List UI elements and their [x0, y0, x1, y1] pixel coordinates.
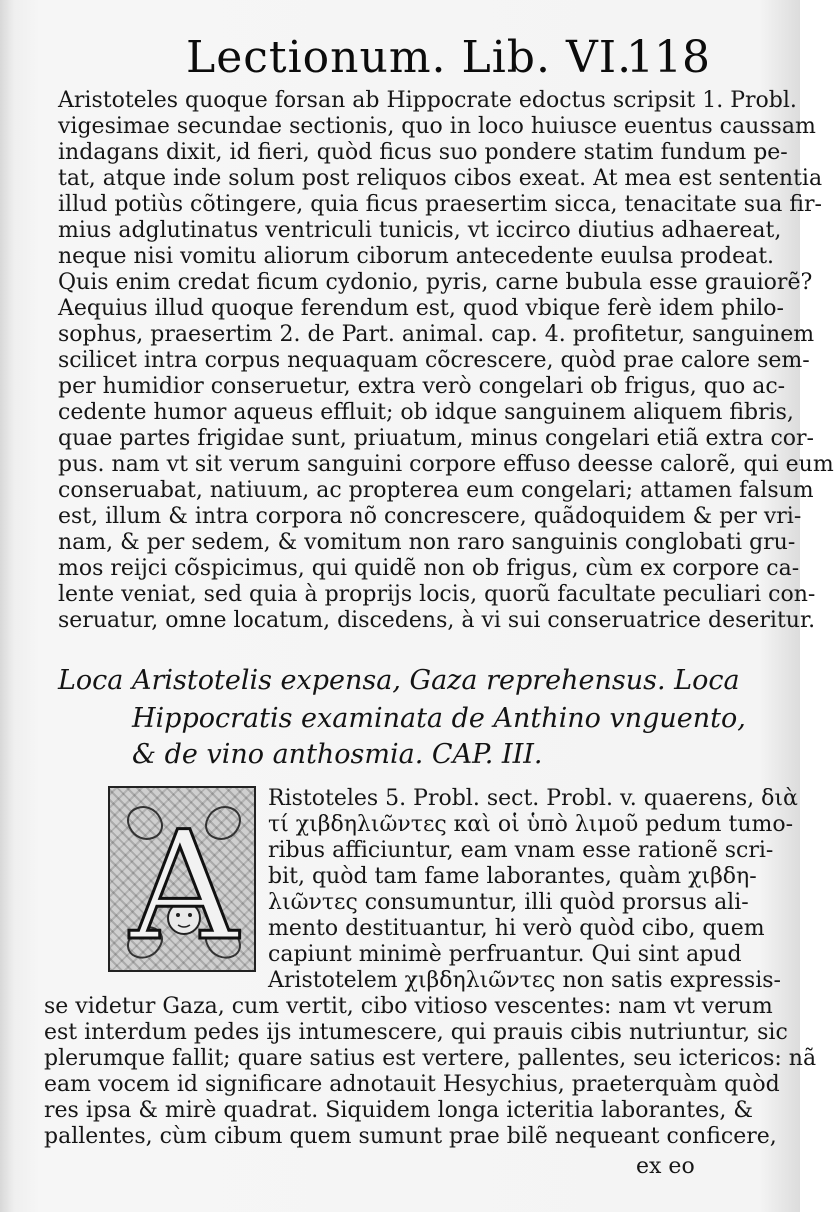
text-line: lente veniat, sed quia à proprijs locis, quorũ facultate peculiari con-: [58, 582, 816, 607]
text-line: Aristoteles quoque forsan ab Hippocrate edoctus scripsit 1. Probl.: [58, 88, 797, 113]
text-line: per humidior conseruetur, extra verò congelari ob frigus, quo ac-: [58, 374, 786, 399]
decorated-initial: [108, 786, 256, 972]
text-line: pallentes, cùm cibum quem sumunt prae bilẽ nequeant conficere,: [44, 1124, 777, 1149]
text-line: neque nisi vomitu aliorum ciborum antecedente euulsa prodeat.: [58, 244, 775, 269]
text-line: nam, & per sedem, & vomitum non raro sanguinis conglobati gru-: [58, 530, 796, 555]
text-line: bit, quòd tam fame laborantes, quàm χιβδη-: [268, 864, 757, 889]
text-line: res ipsa & mirè quadrat. Siquidem longa icteritia laborantes, &: [44, 1098, 754, 1123]
text-line: sophus, praesertim 2. de Part. animal. cap. 4. profitetur, sanguinem: [58, 322, 815, 347]
text-line: λιῶντες consumuntur, illi quòd prorsus ali-: [268, 890, 749, 915]
text-line: Aequius illud quoque ferendum est, quod vbique ferè idem philo-: [58, 296, 784, 321]
text-line: pus. nam vt sit verum sanguini corpore effuso deesse calorẽ, qui eum: [58, 452, 834, 477]
page-number: 118: [626, 32, 710, 83]
chapter-heading-line: Hippocratis examinata de Anthino vnguento,: [132, 703, 746, 734]
text-line: Quis enim credat ficum cydonio, pyris, carne bubula esse grauiorẽ?: [58, 270, 813, 295]
text-line: eam vocem id significare adnotauit Hesychius, praeterquàm quòd: [44, 1072, 780, 1097]
text-line: Aristotelem χιβδηλιῶντες non satis expressis-: [268, 968, 781, 993]
text-line: Ristoteles 5. Probl. sect. Probl. v. quaerens, διὰ: [268, 786, 798, 811]
text-line: capiunt minimè perfruantur. Qui sint apud: [268, 942, 742, 967]
text-line: seruatur, omne locatum, discedens, à vi sui conseruatrice deseritur.: [58, 608, 816, 633]
text-line: se videtur Gaza, cum vertit, cibo vitioso vescentes: nam vt verum: [44, 994, 773, 1019]
text-line: plerumque fallit; quare satius est vertere, pallentes, seu ictericos: nã: [44, 1046, 817, 1071]
text-line: quae partes frigidae sunt, priuatum, minus congelari etiã extra cor-: [58, 426, 814, 451]
chapter-heading-line: & de vino anthosmia. CAP. III.: [132, 739, 543, 770]
text-line: cedente humor aqueus effluit; ob idque sanguinem aliquem fibris,: [58, 400, 794, 425]
text-line: vigesimae secundae sectionis, quo in loco huiusce euentus caussam: [58, 114, 816, 139]
text-line: indagans dixit, id fieri, quòd ficus suo pondere statim fundum pe-: [58, 140, 788, 165]
initial-letter: A: [129, 800, 239, 974]
text-line: ribus afficiuntur, eam vnam esse rationẽ scri-: [268, 838, 774, 863]
text-line: mento destituantur, hi verò quòd cibo, quem: [268, 916, 765, 941]
text-line: mos reijci cõspicimus, qui quidẽ non ob frigus, cùm ex corpore ca-: [58, 556, 800, 581]
initial-ornament-icon: [110, 788, 258, 974]
text-line: est, illum & intra corpora nõ concrescere, quãdoquidem & per vri-: [58, 504, 802, 529]
text-line: mius adglutinatus ventriculi tunicis, vt iccirco diutius adhaereat,: [58, 218, 782, 243]
running-title: Lectionum. Lib. VI.: [186, 32, 633, 83]
text-line: τί χιβδηλιῶντες καὶ οἱ ὑπὸ λιμοῦ pedum tumo-: [268, 812, 794, 837]
chapter-heading-line: Loca Aristotelis expensa, Gaza reprehensus. Loca: [58, 665, 740, 696]
text-line: scilicet intra corpus nequaquam cõcrescere, quòd prae calore sem-: [58, 348, 810, 373]
text-line: tat, atque inde solum post reliquos cibos exeat. At mea est sententia: [58, 166, 823, 191]
catchword: ex eo: [636, 1154, 695, 1179]
text-line: est interdum pedes ijs intumescere, qui prauis cibis nutriuntur, sic: [44, 1020, 788, 1045]
text-line: conseruabat, natiuum, ac propterea eum congelari; attamen falsum: [58, 478, 814, 503]
text-line: illud potiùs cõtingere, quia ficus praesertim sicca, tenacitate sua fir-: [58, 192, 822, 217]
